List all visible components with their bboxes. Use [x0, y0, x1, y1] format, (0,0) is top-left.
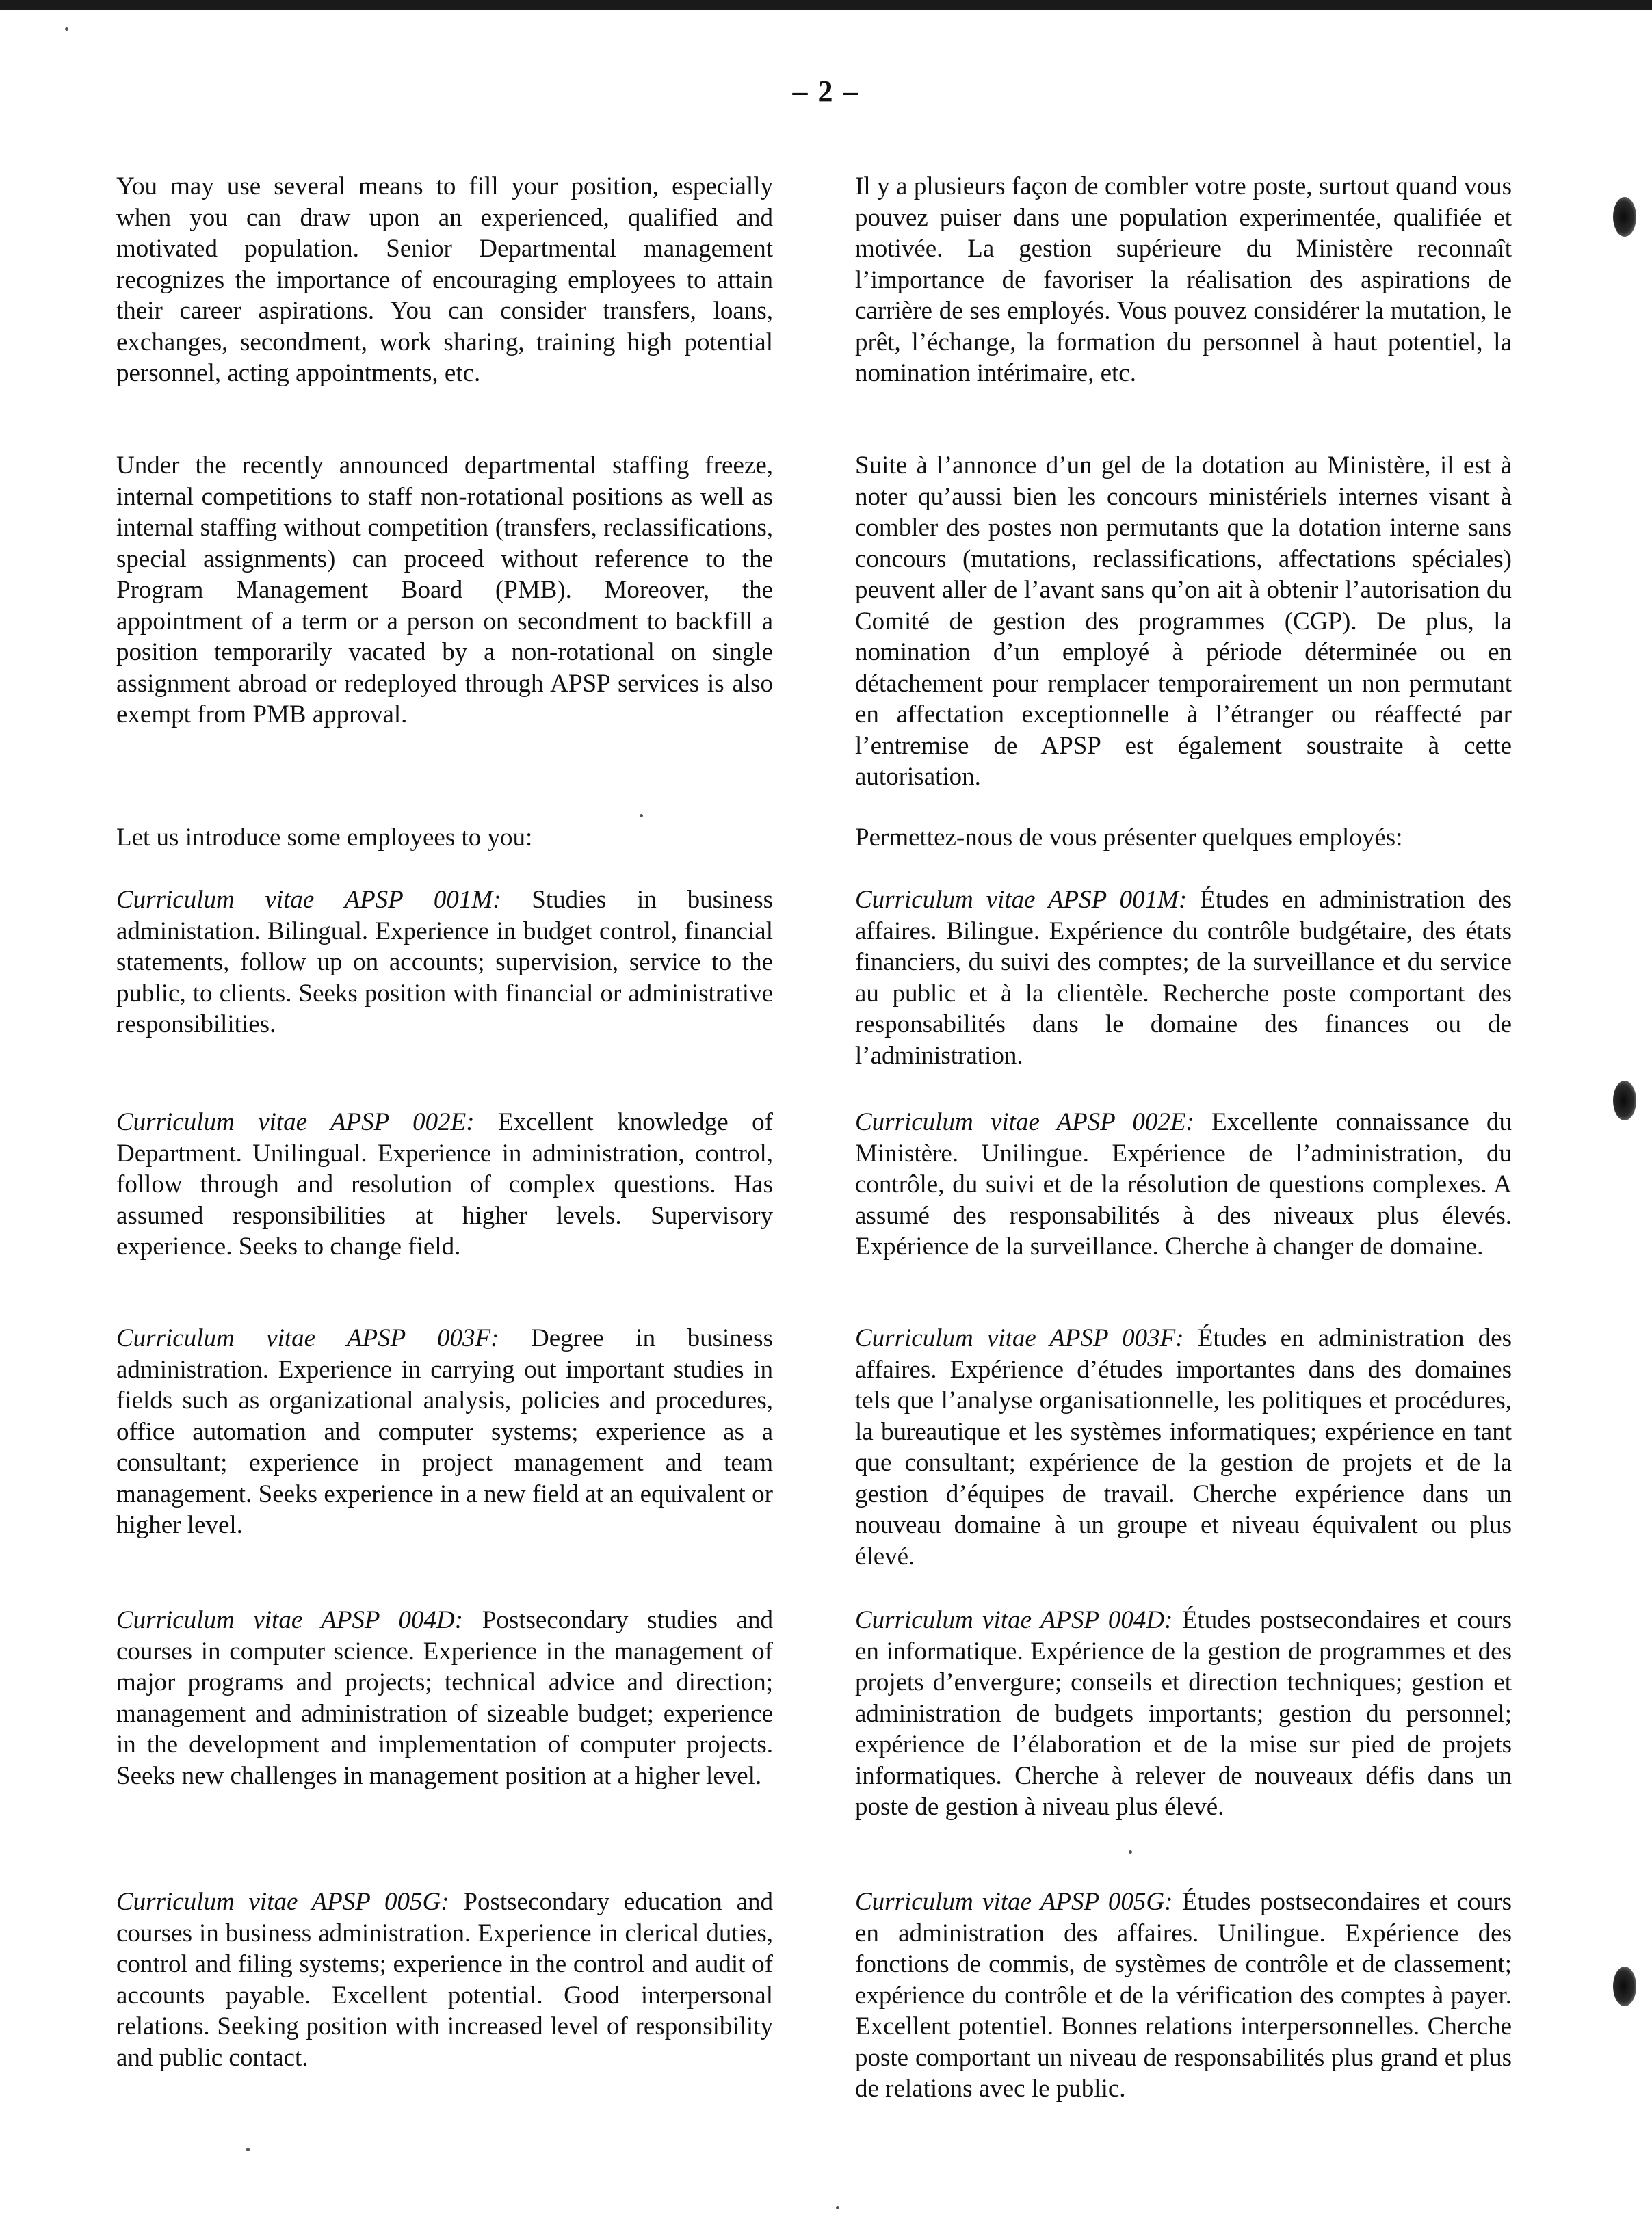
cv-001m-fr [855, 884, 1512, 1071]
cv-label: Curriculum vitae APSP 002E: [855, 1108, 1194, 1136]
cv-label: Curriculum vitae APSP 003F: [855, 1324, 1184, 1352]
cv-text: Études en administration des affaires. Bilingue. Expérience du contrôle budgétaire, des états financiers, du suivi des comptes; de la surveillance et du service au public et à la clientèle. Recherche poste comportant des responsabilités dans le domaine des finances ou de l’administration. [855, 886, 1512, 1070]
scan-speck [246, 2148, 250, 2151]
staffing-freeze-paragraph-en: Under the recently announced departmental staffing freeze, internal competitions to staff non-rotational positions as well as internal staffing without competition (transfers, reclassifications, special assignments) can proceed without reference to the Program Management Board (PMB). Moreover, the appointment of a term or a person on secondment to backfill a position temporarily vacated by a non-rotational on single assignment abroad or redeployed through APSP services is also exempt from PMB approval. [116, 451, 773, 728]
cv-label: Curriculum vitae APSP 005G: [855, 1888, 1173, 1916]
cv-label: Curriculum vitae APSP 001M: [116, 886, 501, 914]
scan-speck [836, 2206, 839, 2209]
punch-hole-middle [1613, 1081, 1636, 1120]
punch-hole-bottom [1613, 1967, 1636, 2006]
cv-text: Postsecondary education and courses in business administration. Experience in clerical duties, control and filing systems; experience in the control and audit of accounts payable. Excellent potential. Good interpersonal relations. Seeking position with increased level of responsibility and public contact. [116, 1888, 773, 2072]
cv-004d-en [116, 1605, 773, 1791]
staffing-freeze-paragraph-fr: Suite à l’annonce d’un gel de la dotation au Ministère, il est à noter qu’aussi bien les concours ministériels internes visant à combler des postes non permutants que la dotation interne sans concours (mutations, reclassifications, affectations spéciales) peuvent aller de l’avant sans qu’on ait à obtenir l’autorisation du Comité de gestion des programmes (CGP). De plus, la nomination d’un employé à période déterminée ou en détachement pour remplacer temporairement un non permutant en affectation exceptionnelle à l’étranger ou réaffecté par l’entremise de APSP est également soustraite à cette autorisation. [855, 451, 1512, 791]
intro-paragraph-en: You may use several means to fill your position, especially when you can draw upon an experienced, qualified and motivated population. Senior Departmental management recognizes the importance of encouraging employees to attain their career aspirations. You can consider transfers, loans, exchanges, secondment, work sharing, training high potential personnel, acting appointments, etc. [116, 172, 773, 387]
introduce-employees-fr: Permettez-nous de vous présenter quelques employés: [855, 824, 1403, 852]
cv-label: Curriculum vitae APSP 004D: [855, 1606, 1173, 1634]
scan-top-border [0, 0, 1652, 10]
cv-005g-fr [855, 1887, 1512, 2105]
page-number: – 2 – [792, 75, 860, 108]
introduce-employees-en: Let us introduce some employees to you: [116, 824, 533, 852]
cv-label: Curriculum vitae APSP 003F: [116, 1324, 499, 1352]
scan-speck [640, 814, 643, 817]
cv-001m-en [116, 884, 773, 1040]
cv-text: Postsecondary studies and courses in computer science. Experience in the management of major programs and projects; technical advice and direction; management and administration of sizeable budget; experience in the development and implementation of computer projects. Seeks new challenges in management position at a higher level. [116, 1606, 774, 1790]
intro-paragraph-fr: Il y a plusieurs façon de combler votre poste, surtout quand vous pouvez puiser dans une population experimentée, qualifiée et motivée. La gestion supérieure du Ministère reconnaît l’importance de favoriser la réalisation des aspirations de carrière de ses employés. Vous pouvez considérer la mutation, le prêt, l’échange, la formation du personnel à haut potentiel, la nomination intérimaire, etc. [855, 172, 1512, 387]
scan-speck [1129, 1850, 1132, 1854]
cv-label: Curriculum vitae APSP 005G: [116, 1888, 449, 1916]
cv-text: Studies in business administation. Bilingual. Experience in budget control, financial statements, follow up on accounts; supervision, service to the public, to clients. Seeks position with financial or administrative responsibilities. [116, 886, 773, 1038]
cv-004d-fr [855, 1605, 1512, 1823]
punch-hole-top [1613, 197, 1636, 237]
cv-label: Curriculum vitae APSP 001M: [855, 886, 1188, 914]
cv-003f-fr [855, 1323, 1512, 1572]
cv-005g-en [116, 1887, 773, 2073]
cv-text: Excellente connaissance du Ministère. Unilingue. Expérience de l’administration, du contrôle, du suivi et de la résolution de questions complexes. A assumé des responsabilités à des niveaux plus élevés. Expérience de la surveillance. Cherche à changer de domaine. [855, 1108, 1512, 1261]
cv-text: Études postsecondaires et cours en informatique. Expérience de la gestion de programmes et des projets d’envergure; conseils et direction techniques; gestion et administration de budgets importants; gestion du personnel; expérience de l’élaboration et de la mise sur pied de projets informatiques. Cherche à relever de nouveaux défis dans un poste de gestion à niveau plus élevé. [855, 1606, 1512, 1821]
cv-text: Excellent knowledge of Department. Unilingual. Experience in administration, control, follow through and resolution of complex questions. Has assumed responsibilities at higher levels. Supervisory experience. Seeks to change field. [116, 1108, 773, 1261]
cv-text: Études en administration des affaires. Expérience d’études importantes dans des domaines tels que l’analyse organisationnelle, les politiques et procédures, la bureautique et les systèmes informatiques; expérience en tant que consultant; expérience de la gestion de projets et de la gestion d’équipes de travail. Cherche expérience dans un nouveau domaine à un groupe et niveau équivalent ou plus élevé. [855, 1324, 1512, 1571]
cv-text: Degree in business administration. Experience in carrying out important studies in fields such as organizational analysis, policies and procedures, office automation and computer systems; experience as a consultant; experience in project management and team management. Seeks experience in a new field at an equivalent or higher level. [116, 1324, 773, 1539]
cv-002e-fr [855, 1107, 1512, 1263]
scan-speck [65, 27, 68, 31]
cv-002e-en [116, 1107, 773, 1263]
cv-text: Études postsecondaires et cours en administration des affaires. Unilingue. Expérience des fonctions de commis, de systèmes de contrôle et de classement; expérience du contrôle et de la vérification des comptes à payer. Excellent potentiel. Bonnes relations interpersonnelles. Cherche poste comportant un niveau de responsabilités plus grand et plus de relations avec le public. [855, 1888, 1512, 2103]
cv-label: Curriculum vitae APSP 002E: [116, 1108, 475, 1136]
cv-003f-en [116, 1323, 773, 1541]
cv-label: Curriculum vitae APSP 004D: [116, 1606, 464, 1634]
